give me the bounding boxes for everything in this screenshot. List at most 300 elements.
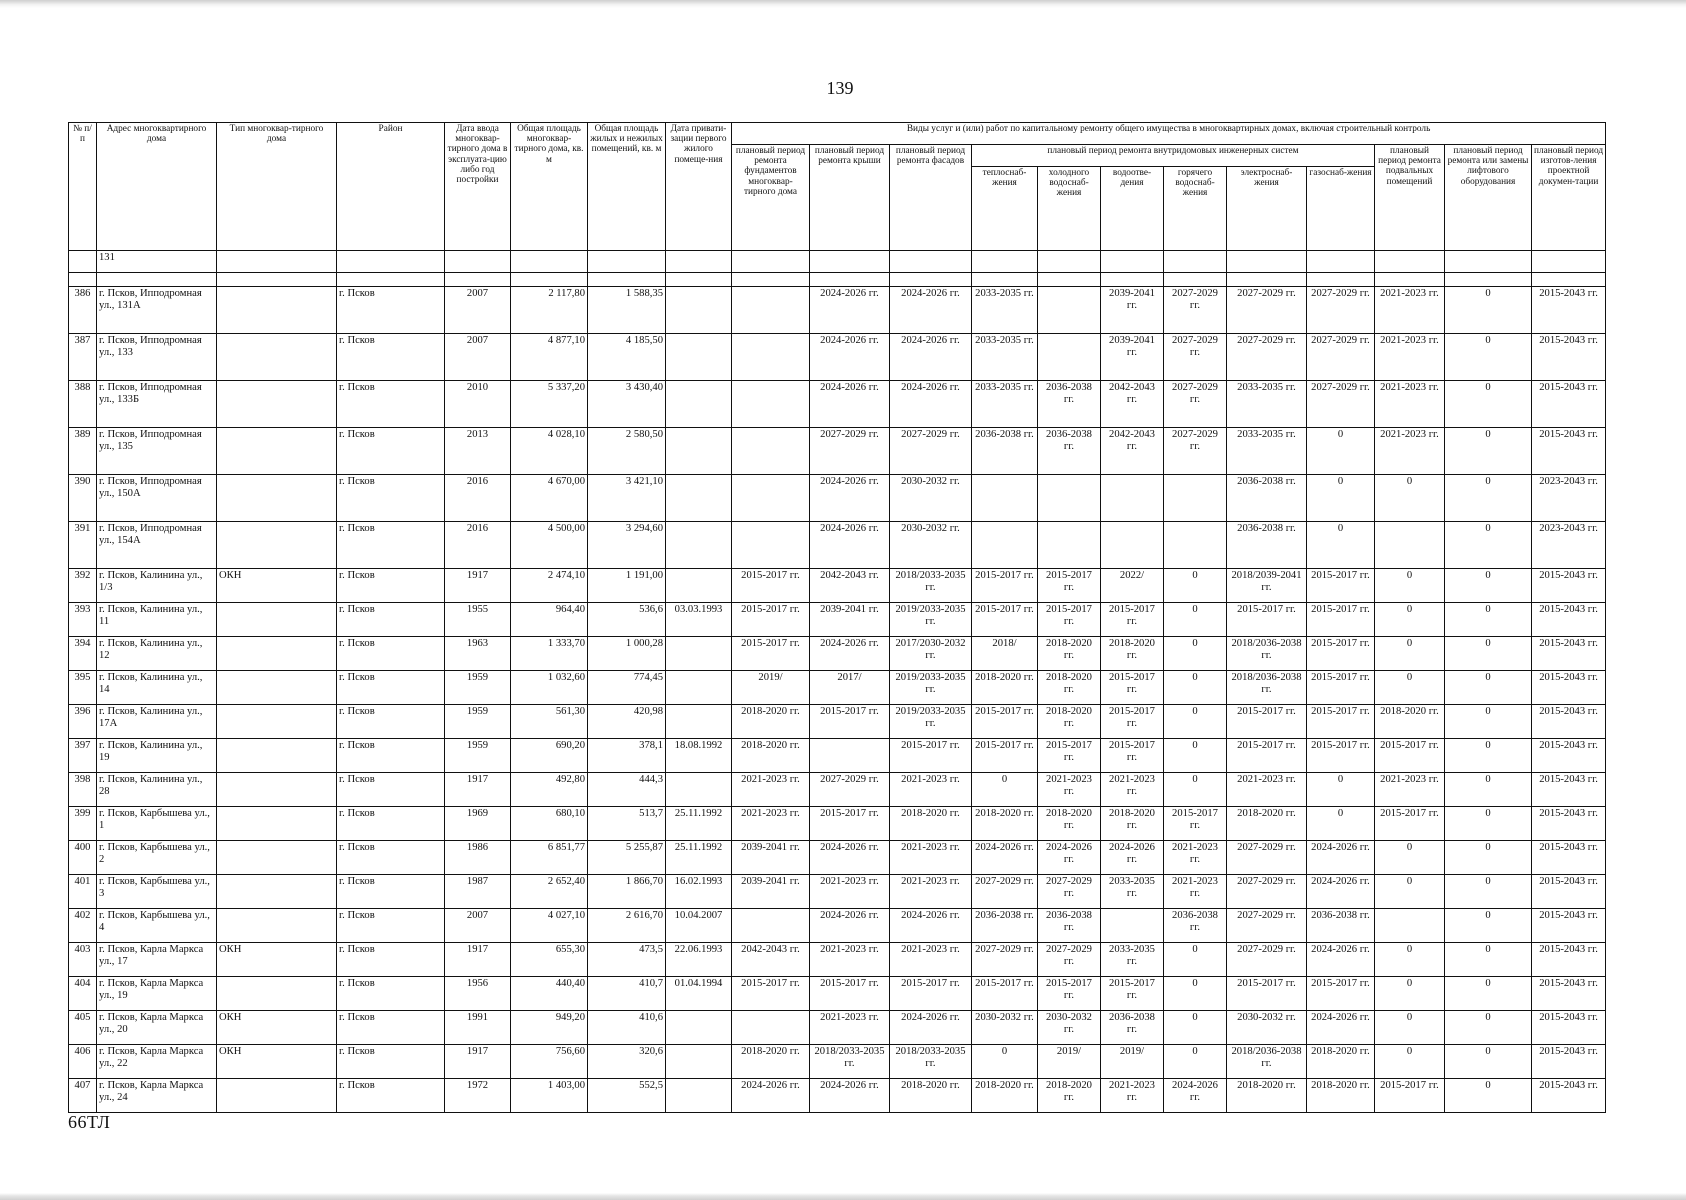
row-year: 1955 (445, 603, 511, 637)
row-hot-water: 0 (1164, 603, 1227, 637)
row-design: 2023-2043 гг. (1532, 522, 1606, 569)
row-hot-water: 2027-2029 гг. (1164, 428, 1227, 475)
row-number: 391 (69, 522, 97, 569)
row-year: 2007 (445, 287, 511, 334)
row-electric: 2015-2017 гг. (1227, 739, 1307, 773)
row-address: г. Псков, Ипподромная ул., 133Б (97, 381, 217, 428)
row-address: г. Псков, Калинина ул., 11 (97, 603, 217, 637)
row-type (217, 671, 337, 705)
row-total-area: 561,30 (511, 705, 588, 739)
row-hot-water: 2027-2029 гг. (1164, 287, 1227, 334)
row-gas: 2015-2017 гг. (1307, 705, 1375, 739)
table-row (69, 569, 1606, 603)
row-heat: 2033-2035 гг. (972, 334, 1038, 381)
row-elevator: 0 (1445, 637, 1532, 671)
row-living-area: 3 430,40 (588, 381, 666, 428)
table-row (69, 637, 1606, 671)
row-living-area: 536,6 (588, 603, 666, 637)
row-cold-water: 2018-2020 гг. (1038, 637, 1101, 671)
repair-program-table (68, 122, 1606, 1113)
row-drainage: 2022/ (1101, 569, 1164, 603)
row-cold-water: 2018-2020 гг. (1038, 1079, 1101, 1113)
row-design: 2015-2043 гг. (1532, 705, 1606, 739)
footer-code: 66ТЛ (68, 1112, 111, 1132)
row-roof: 2027-2029 гг. (810, 428, 890, 475)
header-district: Район (337, 123, 445, 251)
row-type (217, 841, 337, 875)
row-type: ОКН (217, 1045, 337, 1079)
row-number: 396 (69, 705, 97, 739)
row-facade: 2018/2033-2035 гг. (890, 569, 972, 603)
row-privatization (666, 671, 732, 705)
row-heat (972, 522, 1038, 569)
row-district: г. Псков (337, 637, 445, 671)
row-number: 395 (69, 671, 97, 705)
row-drainage: 2015-2017 гг. (1101, 739, 1164, 773)
row-type: ОКН (217, 569, 337, 603)
row-drainage: 2015-2017 гг. (1101, 671, 1164, 705)
row-facade: 2024-2026 гг. (890, 334, 972, 381)
row-elevator: 0 (1445, 671, 1532, 705)
row-cold-water (1038, 475, 1101, 522)
row-total-area: 5 337,20 (511, 381, 588, 428)
header-address: Адрес многоквартирного дома (97, 123, 217, 251)
header-elevator: плановый период ремонта или замены лифтового оборудования (1445, 145, 1532, 251)
row-design: 2015-2043 гг. (1532, 637, 1606, 671)
table-row (69, 428, 1606, 475)
row-total-area: 4 027,10 (511, 909, 588, 943)
row-type (217, 334, 337, 381)
header-gas: газоснаб-жения (1307, 167, 1375, 251)
row-elevator: 0 (1445, 1011, 1532, 1045)
row-year: 1917 (445, 1045, 511, 1079)
row-district: г. Псков (337, 522, 445, 569)
row-living-area: 444,3 (588, 773, 666, 807)
row-total-area: 440,40 (511, 977, 588, 1011)
row-district: г. Псков (337, 569, 445, 603)
row-year: 1963 (445, 637, 511, 671)
row-gas: 0 (1307, 522, 1375, 569)
row-cold-water: 2036-2038 гг. (1038, 909, 1101, 943)
row-drainage: 2039-2041 гг. (1101, 287, 1164, 334)
row-drainage: 2036-2038 гг. (1101, 1011, 1164, 1045)
row-foundation: 2015-2017 гг. (732, 637, 810, 671)
table-row (69, 1045, 1606, 1079)
row-privatization (666, 287, 732, 334)
row-privatization: 16.02.1993 (666, 875, 732, 909)
row-foundation (732, 287, 810, 334)
row-year: 2013 (445, 428, 511, 475)
row-design: 2015-2043 гг. (1532, 977, 1606, 1011)
table-row (69, 773, 1606, 807)
row-foundation: 2018-2020 гг. (732, 1045, 810, 1079)
row-elevator: 0 (1445, 909, 1532, 943)
row-gas: 2015-2017 гг. (1307, 603, 1375, 637)
row-hot-water: 2024-2026 гг. (1164, 1079, 1227, 1113)
row-living-area: 4 185,50 (588, 334, 666, 381)
row-gas: 2027-2029 гг. (1307, 287, 1375, 334)
row-heat: 2024-2026 гг. (972, 841, 1038, 875)
row-electric: 2030-2032 гг. (1227, 1011, 1307, 1045)
row-type (217, 909, 337, 943)
row-heat: 2018-2020 гг. (972, 807, 1038, 841)
row-gas: 0 (1307, 475, 1375, 522)
header-facade: плановый период ремонта фасадов (890, 145, 972, 251)
row-drainage: 2042-2043 гг. (1101, 381, 1164, 428)
row-living-area: 473,5 (588, 943, 666, 977)
row-district: г. Псков (337, 909, 445, 943)
row-district: г. Псков (337, 671, 445, 705)
row-electric: 2018-2020 гг. (1227, 1079, 1307, 1113)
row-address: г. Псков, Карла Маркса ул., 17 (97, 943, 217, 977)
row-design: 2015-2043 гг. (1532, 909, 1606, 943)
row-design: 2015-2043 гг. (1532, 334, 1606, 381)
header-basement: плановый период ремонта подвальных помещений (1375, 145, 1445, 251)
row-design: 2015-2043 гг. (1532, 287, 1606, 334)
row-year: 2010 (445, 381, 511, 428)
row-privatization (666, 1011, 732, 1045)
row-number: 405 (69, 1011, 97, 1045)
row-year: 1972 (445, 1079, 511, 1113)
header-services: Виды услуг и (или) работ по капитальному ремонту общего имущества в многоквартирных домах, включая строительный контроль (732, 123, 1606, 145)
table-row (69, 287, 1606, 334)
row-number: 392 (69, 569, 97, 603)
row-electric: 2015-2017 гг. (1227, 603, 1307, 637)
row-design: 2015-2043 гг. (1532, 428, 1606, 475)
row-total-area: 4 500,00 (511, 522, 588, 569)
row-elevator: 0 (1445, 739, 1532, 773)
row-district: г. Псков (337, 381, 445, 428)
row-gas: 0 (1307, 428, 1375, 475)
row-heat: 2027-2029 гг. (972, 943, 1038, 977)
row-drainage: 2015-2017 гг. (1101, 977, 1164, 1011)
table-row (69, 381, 1606, 428)
row-basement: 2021-2023 гг. (1375, 773, 1445, 807)
row-gas: 0 (1307, 807, 1375, 841)
row-gas: 2027-2029 гг. (1307, 381, 1375, 428)
row-district: г. Псков (337, 287, 445, 334)
row-cold-water: 2027-2029 гг. (1038, 875, 1101, 909)
row-elevator: 0 (1445, 522, 1532, 569)
row-facade: 2030-2032 гг. (890, 522, 972, 569)
row-gas: 2018-2020 гг. (1307, 1045, 1375, 1079)
row-basement (1375, 909, 1445, 943)
row-drainage (1101, 475, 1164, 522)
table-row (69, 522, 1606, 569)
row-number: 388 (69, 381, 97, 428)
row-design: 2015-2043 гг. (1532, 381, 1606, 428)
row-roof: 2021-2023 гг. (810, 943, 890, 977)
row-elevator: 0 (1445, 841, 1532, 875)
row-drainage: 2024-2026 гг. (1101, 841, 1164, 875)
row-privatization (666, 1079, 732, 1113)
row-privatization (666, 637, 732, 671)
row-facade: 2019/2033-2035 гг. (890, 603, 972, 637)
table-row (69, 671, 1606, 705)
row-electric: 2027-2029 гг. (1227, 287, 1307, 334)
row-foundation: 2024-2026 гг. (732, 1079, 810, 1113)
row-elevator: 0 (1445, 569, 1532, 603)
row-cold-water: 2015-2017 гг. (1038, 739, 1101, 773)
row-foundation: 2018-2020 гг. (732, 739, 810, 773)
row-year: 1917 (445, 569, 511, 603)
row-district: г. Псков (337, 807, 445, 841)
row-drainage: 2018-2020 гг. (1101, 807, 1164, 841)
row-electric: 2027-2029 гг. (1227, 943, 1307, 977)
row-roof: 2024-2026 гг. (810, 841, 890, 875)
row-living-area: 320,6 (588, 1045, 666, 1079)
row-number: 406 (69, 1045, 97, 1079)
row-district: г. Псков (337, 943, 445, 977)
row-hot-water: 0 (1164, 569, 1227, 603)
row-privatization: 10.04.2007 (666, 909, 732, 943)
row-hot-water: 0 (1164, 977, 1227, 1011)
row-foundation (732, 428, 810, 475)
row-district: г. Псков (337, 603, 445, 637)
row-year: 1959 (445, 705, 511, 739)
table-row (69, 739, 1606, 773)
row-basement: 0 (1375, 569, 1445, 603)
row-cold-water: 2036-2038 гг. (1038, 428, 1101, 475)
row-heat: 2015-2017 гг. (972, 977, 1038, 1011)
row-facade: 2024-2026 гг. (890, 909, 972, 943)
row-hot-water: 0 (1164, 1011, 1227, 1045)
row-heat: 2018/ (972, 637, 1038, 671)
table-row (69, 807, 1606, 841)
header-hot-water: горячего водоснаб-жения (1164, 167, 1227, 251)
row-district: г. Псков (337, 705, 445, 739)
row-design: 2015-2043 гг. (1532, 875, 1606, 909)
row-gas: 2018-2020 гг. (1307, 1079, 1375, 1113)
row-total-area: 4 028,10 (511, 428, 588, 475)
row-living-area: 1 866,70 (588, 875, 666, 909)
row-number: 390 (69, 475, 97, 522)
row-cold-water: 2015-2017 гг. (1038, 977, 1101, 1011)
row-roof: 2024-2026 гг. (810, 475, 890, 522)
row-number: 400 (69, 841, 97, 875)
row-foundation: 2018-2020 гг. (732, 705, 810, 739)
row-roof: 2021-2023 гг. (810, 1011, 890, 1045)
row-hot-water: 2036-2038 гг. (1164, 909, 1227, 943)
row-living-area: 513,7 (588, 807, 666, 841)
header-roof: плановый период ремонта крыши (810, 145, 890, 251)
row-heat: 2015-2017 гг. (972, 603, 1038, 637)
row-elevator: 0 (1445, 603, 1532, 637)
row-type (217, 977, 337, 1011)
row-electric: 2033-2035 гг. (1227, 428, 1307, 475)
row-address: г. Псков, Калинина ул., 12 (97, 637, 217, 671)
row-electric: 2018/2039-2041 гг. (1227, 569, 1307, 603)
row-electric: 2027-2029 гг. (1227, 909, 1307, 943)
row-basement: 2015-2017 гг. (1375, 807, 1445, 841)
row-elevator: 0 (1445, 381, 1532, 428)
row-address: г. Псков, Карла Маркса ул., 24 (97, 1079, 217, 1113)
row-facade: 2021-2023 гг. (890, 841, 972, 875)
row-district: г. Псков (337, 773, 445, 807)
row-heat (972, 475, 1038, 522)
row-roof: 2042-2043 гг. (810, 569, 890, 603)
row-facade: 2021-2023 гг. (890, 875, 972, 909)
row-design: 2015-2043 гг. (1532, 739, 1606, 773)
row-gas: 0 (1307, 773, 1375, 807)
row-facade: 2015-2017 гг. (890, 739, 972, 773)
row-district: г. Псков (337, 1011, 445, 1045)
row-roof: 2027-2029 гг. (810, 773, 890, 807)
row-foundation (732, 522, 810, 569)
row-type (217, 603, 337, 637)
row-year: 1986 (445, 841, 511, 875)
header-systems: плановый период ремонта внутридомовых инженерных систем (972, 145, 1375, 167)
row-privatization: 03.03.1993 (666, 603, 732, 637)
header-cold-water: холодного водоснаб-жения (1038, 167, 1101, 251)
row-cold-water (1038, 522, 1101, 569)
row-type: ОКН (217, 943, 337, 977)
row-gas: 2015-2017 гг. (1307, 739, 1375, 773)
row-drainage: 2033-2035 гг. (1101, 943, 1164, 977)
row-address: г. Псков, Ипподромная ул., 135 (97, 428, 217, 475)
row-living-area: 774,45 (588, 671, 666, 705)
row-basement: 0 (1375, 671, 1445, 705)
row-drainage: 2039-2041 гг. (1101, 334, 1164, 381)
row-number: 407 (69, 1079, 97, 1113)
row-living-area: 378,1 (588, 739, 666, 773)
row-type (217, 637, 337, 671)
row-total-area: 949,20 (511, 1011, 588, 1045)
row-type (217, 428, 337, 475)
row-basement: 0 (1375, 875, 1445, 909)
row-privatization (666, 381, 732, 428)
row-total-area: 6 851,77 (511, 841, 588, 875)
row-number: 403 (69, 943, 97, 977)
row-basement: 2021-2023 гг. (1375, 428, 1445, 475)
row-electric: 2021-2023 гг. (1227, 773, 1307, 807)
row-foundation: 2039-2041 гг. (732, 875, 810, 909)
row-elevator: 0 (1445, 1045, 1532, 1079)
row-cold-water: 2036-2038 гг. (1038, 381, 1101, 428)
row-privatization (666, 475, 732, 522)
header-electric: электроснаб-жения (1227, 167, 1307, 251)
row-privatization: 01.04.1994 (666, 977, 732, 1011)
row-elevator: 0 (1445, 943, 1532, 977)
row-year: 2016 (445, 522, 511, 569)
row-district: г. Псков (337, 1079, 445, 1113)
header-privatization: Дата привати-зации первого жилого помеще-ния (666, 123, 732, 251)
row-gas: 2015-2017 гг. (1307, 637, 1375, 671)
row-address: г. Псков, Карбышева ул., 2 (97, 841, 217, 875)
row-type (217, 287, 337, 334)
row-living-area: 410,6 (588, 1011, 666, 1045)
row-gas: 2015-2017 гг. (1307, 569, 1375, 603)
header-design: плановый период изготов-ления проектной докумен-тации (1532, 145, 1606, 251)
row-facade: 2024-2026 гг. (890, 381, 972, 428)
row-foundation: 2015-2017 гг. (732, 977, 810, 1011)
row-heat: 2015-2017 гг. (972, 569, 1038, 603)
row-address: г. Псков, Калинина ул., 19 (97, 739, 217, 773)
row-type: ОКН (217, 1011, 337, 1045)
scan-edge-bottom (0, 1193, 1686, 1200)
continuation-address: 131 (97, 251, 217, 273)
row-facade: 2021-2023 гг. (890, 773, 972, 807)
row-basement: 0 (1375, 943, 1445, 977)
row-cold-water: 2021-2023 гг. (1038, 773, 1101, 807)
header-num: № п/п (69, 123, 97, 251)
row-facade: 2015-2017 гг. (890, 977, 972, 1011)
row-elevator: 0 (1445, 977, 1532, 1011)
header-living-area: Общая площадь жилых и нежилых помещений, кв. м (588, 123, 666, 251)
row-basement: 2015-2017 гг. (1375, 739, 1445, 773)
row-type (217, 1079, 337, 1113)
row-living-area: 2 616,70 (588, 909, 666, 943)
row-heat: 2018-2020 гг. (972, 1079, 1038, 1113)
row-year: 1969 (445, 807, 511, 841)
row-roof: 2024-2026 гг. (810, 637, 890, 671)
row-cold-water: 2027-2029 гг. (1038, 943, 1101, 977)
row-basement: 0 (1375, 475, 1445, 522)
row-total-area: 1 333,70 (511, 637, 588, 671)
row-district: г. Псков (337, 475, 445, 522)
row-foundation: 2019/ (732, 671, 810, 705)
row-design: 2015-2043 гг. (1532, 671, 1606, 705)
row-total-area: 680,10 (511, 807, 588, 841)
row-facade: 2019/2033-2035 гг. (890, 671, 972, 705)
row-design: 2023-2043 гг. (1532, 475, 1606, 522)
row-heat: 2030-2032 гг. (972, 1011, 1038, 1045)
row-drainage (1101, 909, 1164, 943)
row-total-area: 4 877,10 (511, 334, 588, 381)
row-type (217, 875, 337, 909)
row-roof: 2017/ (810, 671, 890, 705)
table-row (69, 875, 1606, 909)
row-electric: 2018/2036-2038 гг. (1227, 637, 1307, 671)
row-roof: 2024-2026 гг. (810, 909, 890, 943)
row-design: 2015-2043 гг. (1532, 841, 1606, 875)
row-foundation (732, 475, 810, 522)
row-electric: 2018/2036-2038 гг. (1227, 671, 1307, 705)
row-roof: 2024-2026 гг. (810, 1079, 890, 1113)
row-gas: 2024-2026 гг. (1307, 841, 1375, 875)
table-row (69, 705, 1606, 739)
row-cold-water: 2015-2017 гг. (1038, 603, 1101, 637)
row-privatization (666, 1045, 732, 1079)
row-drainage: 2018-2020 гг. (1101, 637, 1164, 671)
row-number: 401 (69, 875, 97, 909)
row-hot-water: 0 (1164, 705, 1227, 739)
row-district: г. Псков (337, 334, 445, 381)
row-electric: 2018/2036-2038 гг. (1227, 1045, 1307, 1079)
row-cold-water: 2015-2017 гг. (1038, 569, 1101, 603)
row-drainage: 2021-2023 гг. (1101, 1079, 1164, 1113)
row-drainage: 2033-2035 гг. (1101, 875, 1164, 909)
row-foundation: 2015-2017 гг. (732, 603, 810, 637)
row-address: г. Псков, Калинина ул., 28 (97, 773, 217, 807)
row-roof: 2015-2017 гг. (810, 977, 890, 1011)
header-date: Дата ввода многоквар-тирного дома в эксплуата-цию либо год постройки (445, 123, 511, 251)
row-address: г. Псков, Карла Маркса ул., 22 (97, 1045, 217, 1079)
row-hot-water (1164, 475, 1227, 522)
scan-edge-top (0, 0, 1686, 8)
row-district: г. Псков (337, 428, 445, 475)
row-facade: 2018-2020 гг. (890, 1079, 972, 1113)
row-drainage: 2015-2017 гг. (1101, 603, 1164, 637)
row-basement: 2021-2023 гг. (1375, 381, 1445, 428)
table-row (69, 334, 1606, 381)
row-district: г. Псков (337, 875, 445, 909)
row-hot-water: 0 (1164, 671, 1227, 705)
row-privatization (666, 773, 732, 807)
row-foundation: 2039-2041 гг. (732, 841, 810, 875)
row-heat: 2036-2038 гг. (972, 428, 1038, 475)
row-year: 2007 (445, 909, 511, 943)
